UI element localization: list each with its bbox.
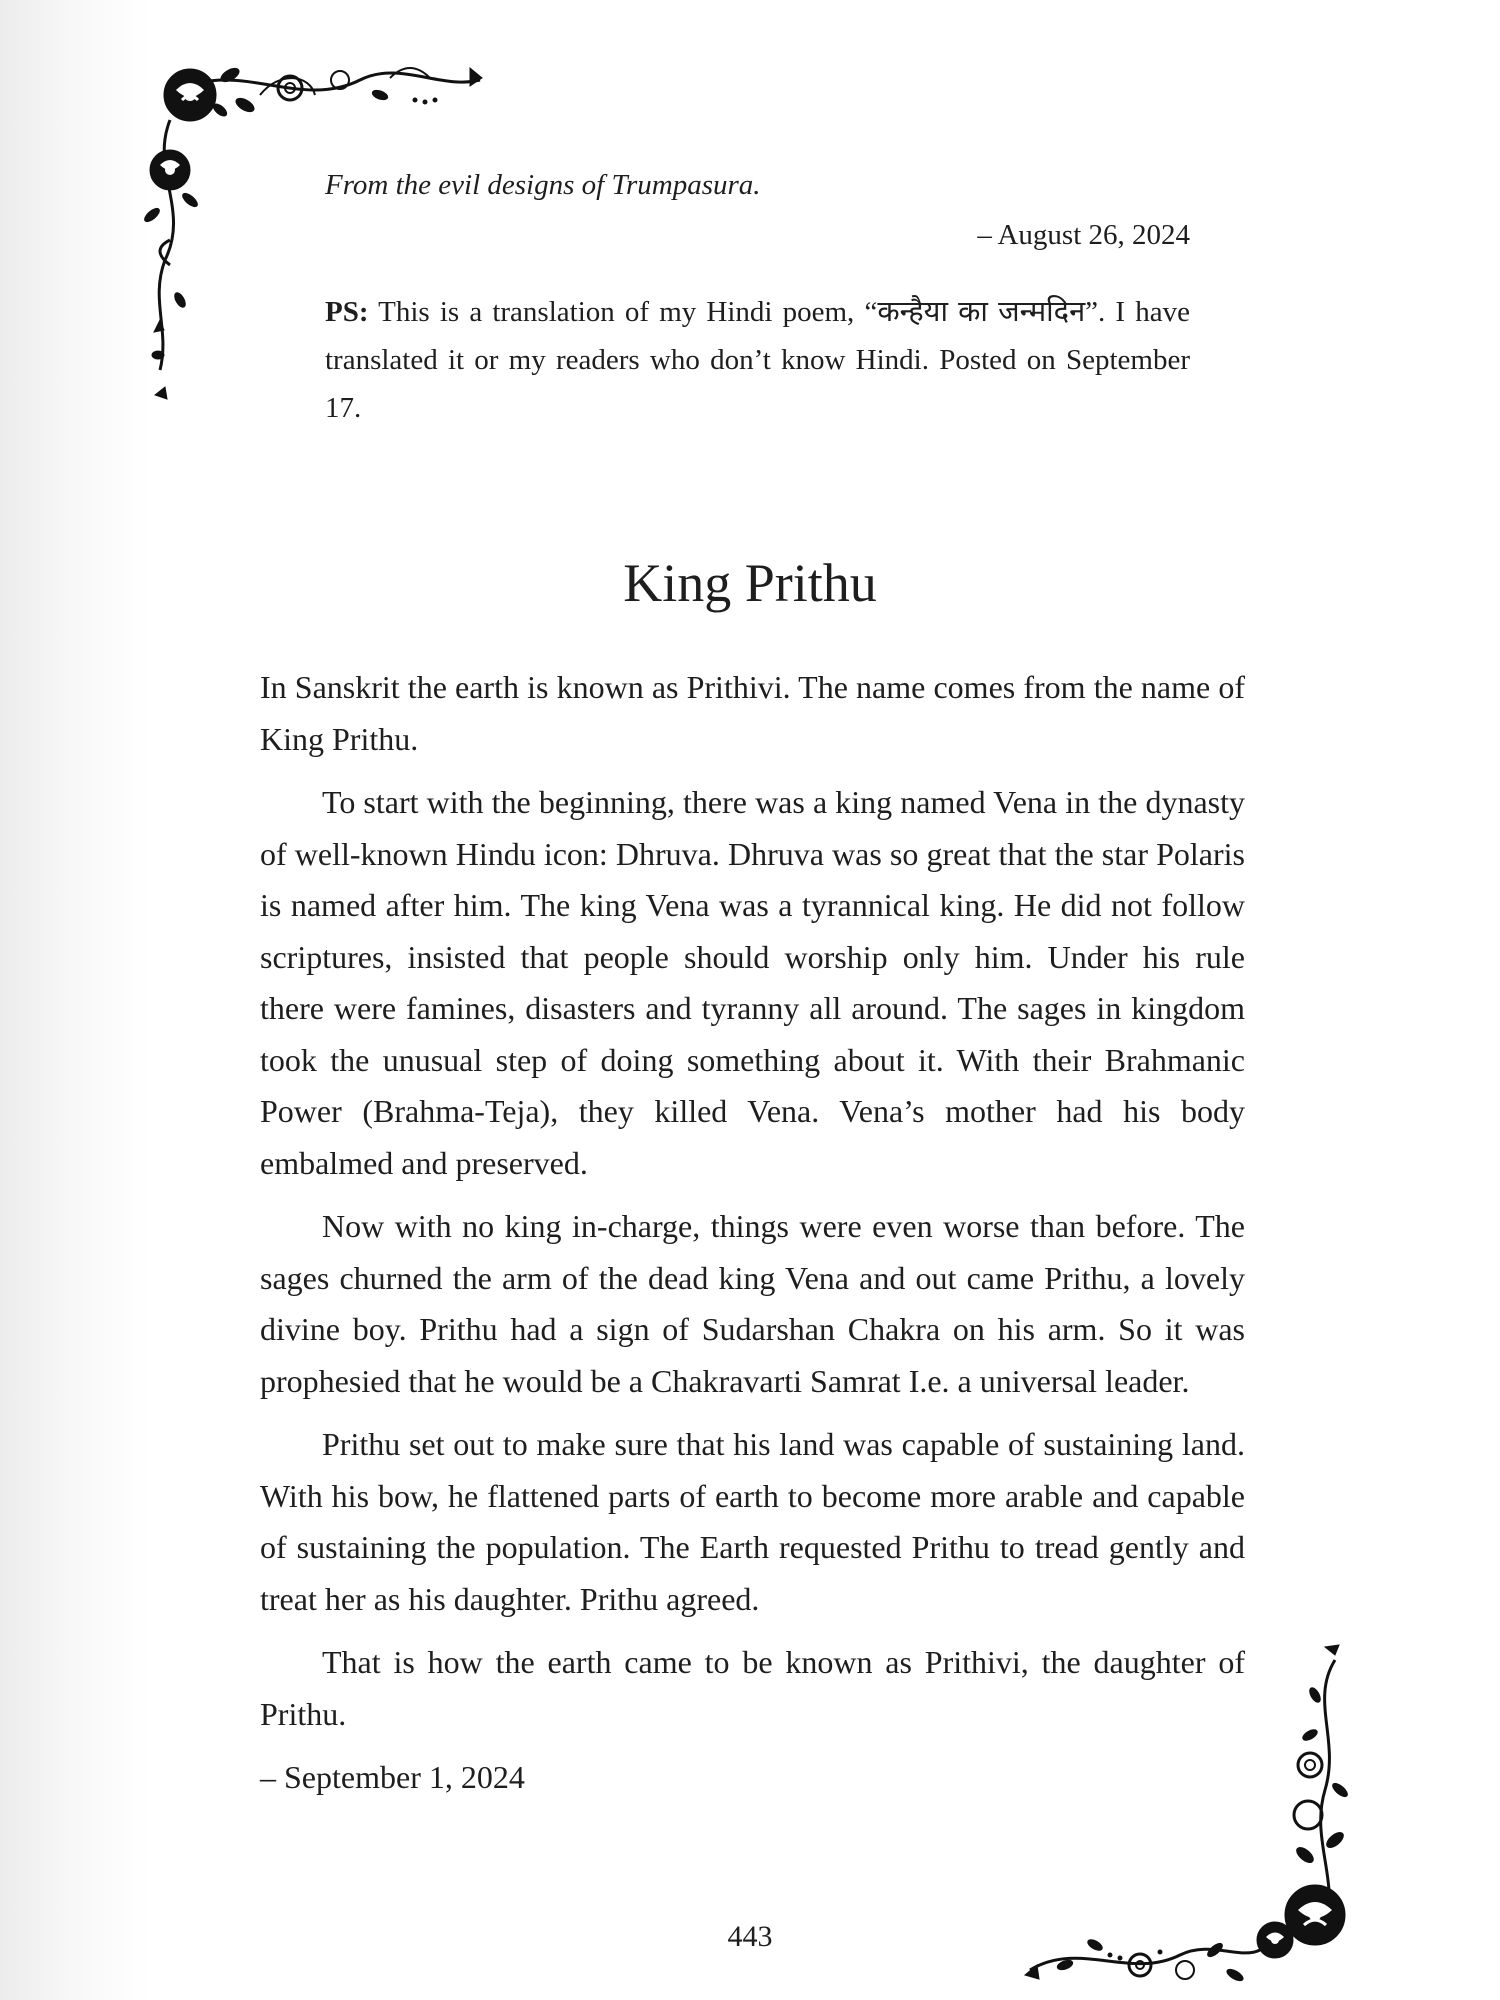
chapter-title: King Prithu	[623, 553, 877, 613]
paragraph: That is how the earth came to be known as Prithivi, the daughter of Prithu.	[260, 1644, 1245, 1732]
ps-label: PS:	[325, 296, 369, 328]
closing-line: From the evil designs of Trumpasura.	[325, 169, 761, 201]
previous-piece-date: – August 26, 2024	[977, 219, 1190, 251]
paragraph: In Sanskrit the earth is known as Prithivi. The name comes from the name of King Prithu.	[260, 669, 1245, 757]
postscript	[325, 288, 1190, 432]
paragraph: Now with no king in-charge, things were even worse than before. The sages churned the arm of the dead king Vena and out came Prithu, a lovely divine boy. Prithu had a sign of Sudarshan Chakra on his arm. So it was prophesied that he would be a Chakravarti Samrat I.e. a universal leader.	[260, 1208, 1245, 1399]
previous-piece-ending	[325, 160, 1190, 432]
page-number: 443	[727, 1920, 773, 1953]
binding-shadow	[0, 0, 150, 2000]
chapter-date: – September 1, 2024	[260, 1759, 525, 1795]
ps-text: This is a translation of my Hindi poem, “कन्हैया का जन्मदिन”. I have translated it or my readers who don’t know Hindi. Posted on September 17.	[325, 296, 1190, 424]
paragraph: To start with the beginning, there was a king named Vena in the dynasty of well-known Hindu icon: Dhruva. Dhruva was so great that the star Polaris is named after him. The king Vena was a tyrannical king. He did not follow scriptures, insisted that people should worship only him. Under his rule there were famines, disasters and tyranny all around. The sages in kingdom took the unusual step of doing something about it. With their Brahmanic Power (Brahma-Teja), they killed Vena. Vena’s mother had his body embalmed and preserved.	[260, 784, 1245, 1181]
paragraph: Prithu set out to make sure that his land was capable of sustaining land. With his bow, he flattened parts of earth to become more arable and capable of sustaining the population. The Earth requested Prithu to tread gently and treat her as his daughter. Prithu agreed.	[260, 1426, 1245, 1617]
chapter-body	[260, 662, 1245, 1816]
